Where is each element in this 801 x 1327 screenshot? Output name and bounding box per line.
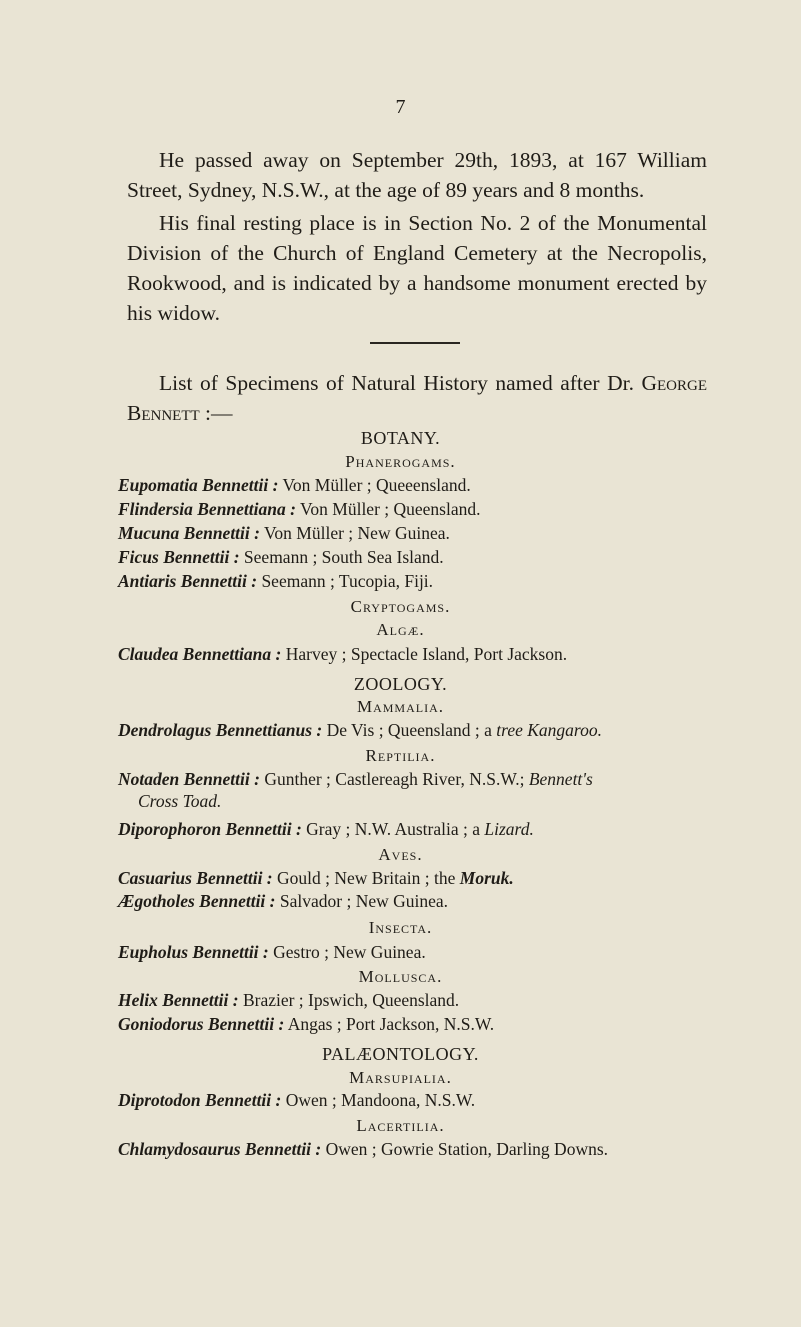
subsection-lacertilia: Lacertilia. [356,1116,445,1135]
specimen-name: Casuarius Bennettii : [118,868,273,888]
specimen-common-name: tree Kangaroo. [496,720,602,740]
list-item [118,546,738,568]
specimen-name: Eupholus Bennettii : [118,942,269,962]
specimen-details: Owen ; Gowrie Station, Darling Downs. [321,1139,609,1159]
subsection-mammalia: Mammalia. [356,697,445,716]
specimen-details: Harvey ; Spectacle Island, Port Jackson. [281,644,568,664]
specimen-details: Gray ; N.W. Australia ; a [301,819,485,839]
list-item [118,989,738,1011]
specimen-name: Diporophoron Bennettii : [118,819,302,839]
paragraph-death: He passed away on September 29th, 1893, at 167 William Street, Sydney, N.S.W., at the age of 89 years and 8 months. [127,148,707,202]
section-botany: BOTANY. [360,428,441,448]
list-item [118,890,738,912]
specimen-details: Von Müller ; Queensland. [295,499,481,519]
specimen-details: Salvador ; New Guinea. [275,891,449,911]
list-item [118,719,738,741]
specimen-name: Mucuna Bennettii : [118,523,260,543]
list-item [118,941,738,963]
specimen-common-name-continued: Cross Toad. [138,791,222,811]
specimen-name: Chlamydosaurus Bennettii : [118,1139,322,1159]
list-heading-tail: :— [199,401,233,425]
list-item [118,474,738,496]
specimen-details: Seemann ; South Sea Island. [239,547,444,567]
section-zoology: ZOOLOGY. [353,674,448,694]
specimen-name: Helix Bennettii : [118,990,239,1010]
list-item [118,498,738,520]
subsection-phanerogams: Phanerogams. [345,452,456,471]
list-heading-lead: List of Specimens of Natural History named after Dr. [159,371,634,395]
specimen-name: Ficus Bennettii : [118,547,240,567]
section-palaeontology: PALÆONTOLOGY. [322,1044,479,1064]
list-item [118,768,738,812]
specimen-name: Eupomatia Bennettii : [118,475,279,495]
list-item [118,867,738,889]
specimen-name: Antiaris Bennettii : [118,571,258,591]
subsection-mollusca: Mollusca. [358,967,443,986]
specimen-details: Gestro ; New Guinea. [268,942,426,962]
specimen-details: Brazier ; Ipswich, Queensland. [238,990,460,1010]
specimen-name: Dendrolagus Bennettianus : [118,720,323,740]
specimen-details: Angas ; Port Jackson, N.S.W. [284,1014,495,1034]
specimen-details: Owen ; Mandoona, N.S.W. [281,1090,476,1110]
page-number: 7 [395,96,406,118]
specimen-common-name: Lizard. [484,819,534,839]
subsection-aves: Aves. [378,845,423,864]
list-heading-name: George Bennett [127,371,708,425]
section-divider [370,342,460,344]
specimen-details: Von Müller ; New Guinea. [259,523,450,543]
subsection-cryptogams: Cryptogams. [350,597,451,616]
subsection-algae: Algæ. [376,620,425,639]
specimen-name: Flindersia Bennettiana : [118,499,296,519]
specimen-details: Gunther ; Castlereagh River, N.S.W.; [259,769,529,789]
list-heading [127,368,707,428]
subsection-reptilia: Reptilia. [365,746,436,765]
specimen-common-name: Bennett's [528,769,593,789]
specimen-details: Seemann ; Tucopia, Fiji. [257,571,434,591]
paragraph-resting-place: His final resting place is in Section No. 2 of the Monumental Division of the Church of England Cemetery at the Necropolis, Rookwood, and is indicated by a handsome monument erected by his widow. [127,211,707,325]
specimen-details: Von Müller ; Queeensland. [278,475,471,495]
specimen-name: Diprotodon Bennettii : [118,1090,282,1110]
specimen-name: Ægotholes Bennettii : [118,891,276,911]
specimen-name: Notaden Bennettii : [118,769,260,789]
specimen-details: De Vis ; Queensland ; a [322,720,497,740]
specimen-common-name: Moruk. [459,868,514,888]
subsection-marsupialia: Marsupialia. [349,1068,452,1087]
list-item [118,1013,738,1035]
list-item [118,522,738,544]
list-item [118,818,738,840]
list-item [118,1089,738,1111]
specimen-details: Gould ; New Britain ; the [272,868,460,888]
subsection-insecta: Insecta. [368,918,433,937]
specimen-name: Goniodorus Bennettii : [118,1014,285,1034]
list-item [118,1138,738,1160]
specimen-name: Claudea Bennettiana : [118,644,282,664]
list-item [118,643,738,665]
list-item [118,570,738,592]
